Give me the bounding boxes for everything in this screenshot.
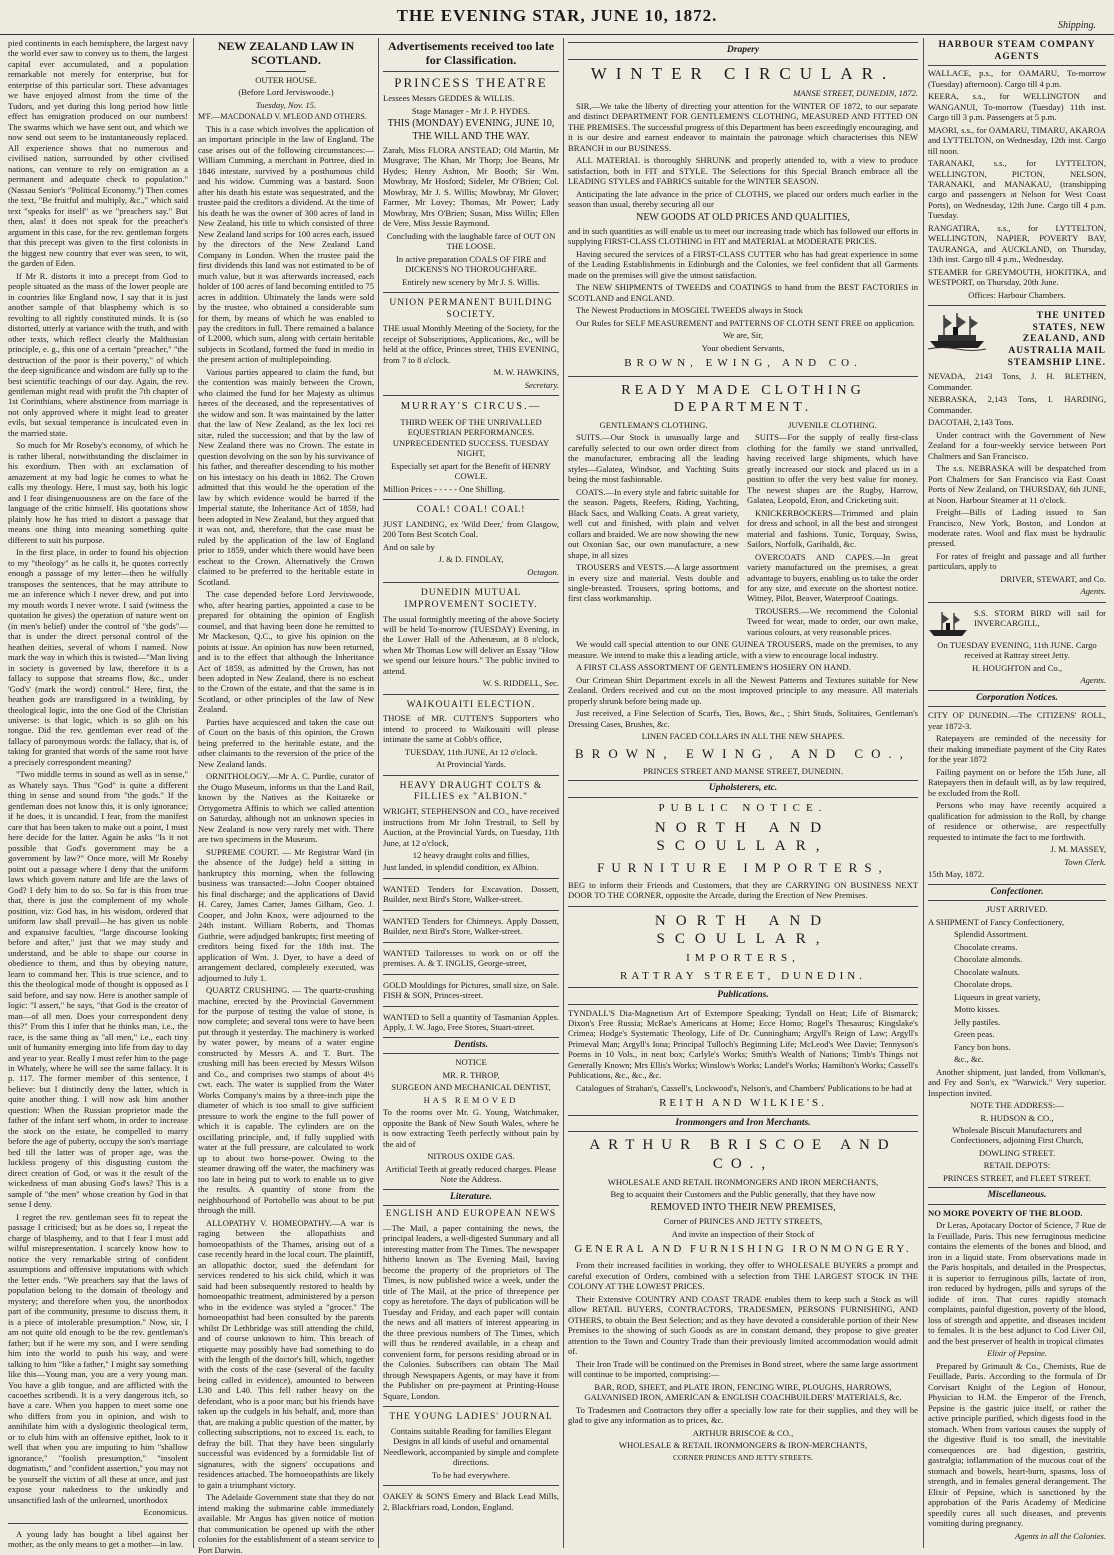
ad-body: To the rooms over Mr. G. Young, Watchmaker, opposite the Bank of New South Wales, where he is now extracting Teeth perfectly without pain by the aid of (383, 1107, 559, 1149)
ad-line: NOTE THE ADDRESS:— (970, 1100, 1064, 1111)
ad-body: Their Iron Trade will be continued on the Premises in Bond street, where the same large assortment will continue to be imported, comprising:— (568, 1358, 918, 1380)
ad-body: Having secured the services of a FIRST-CLASS CUTTER who has had great experience in some of the Leading Establishments in Edinburgh and the Colonies, we feel confident that all Garments made on the premises will give the utmost satisfaction. (568, 248, 918, 280)
gentlemans-clothing (568, 420, 739, 640)
ad-title: HEAVY DRAUGHT COLTS & FILLIES ex "ALBION." (399, 780, 543, 803)
ad-body: To be had everywhere. (431, 1469, 511, 1480)
ad-body: THE usual Monthly Meeting of the Society, for the receipt of Subscriptions, Applications, &c., will be held at the office, Princes street, THIS EVENING, from 7 to 8 o'clock. (383, 323, 559, 365)
list-item: Chocolate almonds. (954, 954, 1023, 965)
ad-union-building-society (383, 298, 559, 390)
column-rule (193, 38, 194, 1548)
category-confectioner: Confectioner. (928, 884, 1106, 902)
ad-line: NEW GOODS AT OLD PRICES AND QUALITIES, (636, 211, 850, 223)
article-date: Tuesday, Nov. 15. (255, 99, 317, 110)
ad-signature: R. HUDSON & CO., (980, 1112, 1054, 1123)
ad-title: THE YOUNG LADIES' JOURNAL (389, 1412, 553, 1423)
article-paragraph: In the first place, in order to found his objection to my "theology" as he calls it, he quotes correctly enough a passage of my letter—then he wilfully transposes the sentences, that he may attribute to me an inference which I never drew, and put into my mouth words I never wrote. I said (witness the quotation he gives) the operation of nature went on (in men's belief) under the control of "the gods"—that is under the direct personal control of the heathen deities, several of whom I named. Now mark the way in which this is twisted—"Man living in society is governed by law, therefore it is a fallacy to suppose that streams flow, &c., under 'God's' (mark the word) control." Here, first, the heathen gods are transfigured in a twinkling, by theological logic, into the one God of the Christian universe: is that logic, which is so glib on his tongue. Did the rev. gentleman ever read of the fallacy of paronymous words: the fallacy, that is, of taking for granted that words of the same root have a precisely correspondent meaning? (8, 547, 188, 767)
ad-signature: Town Clerk. (1064, 856, 1106, 867)
ad-body: For rates of freight and passage and all further particulars, apply to (928, 550, 1106, 572)
section-head: GENTLEMAN'S CLOTHING. (599, 419, 708, 430)
ad-title: S.S. STORM BIRD will sail for INVERCARGILL, (974, 607, 1106, 629)
ad-heavy-draught-colts (383, 781, 559, 873)
ad-title: THE UNITED STATES, NEW ZEALAND, AND AUSTRALIA MAIL STEAMSHIP LINE. (1007, 311, 1106, 368)
late-ads-header: Advertisements received too late for Classification. (383, 40, 559, 72)
divider (383, 942, 559, 943)
news-item-adelaide: The Adelaide Government state that they do not intend making the submarine cable immediately available. Mr Angus has given notice of motion that communication be opened up with the other colonies for the establishment of a steam service to Port Darwin. (198, 1492, 374, 1555)
ad-title: ARTHUR BRISCOE AND CO., (589, 1137, 897, 1172)
shipping-item: KEERA, s.s., for WELLINGTON and WANGANUI, To-morrow (Tuesday) 11th inst. Cargo till 3 p.m. Passengers at 5 p.m. (928, 91, 1106, 123)
article-paragraph: So much for Mr Roseby's economy, of which he is rather liberal, notwithstanding the disclaimer in his exordium. Then with an exclamation of amazement at my bad logic he comes to what he calls my theology. Here, I must say, both his logic and I fear disingenuousness are on the face of the language of the critic himself. His quotations show plainly how he has tried to distort a passage that means one thing into meaning something quite different to suit his purpose. (8, 440, 188, 545)
list-item: Jelly pastiles. (954, 1016, 1001, 1027)
ad-north-scoullar (568, 802, 918, 901)
news-item-supreme-court: SUPREME COURT. — Mr Registrar Ward (in the absence of the Judge) held a sitting in bankruptcy this morning, when the following business was transacted:—John Cooper obtained his final discharge; and the applications of David H. Carey, James Carter, James Gilham, Geo. J. Cooper, and John Knox, were adjourned to the 24th instant. William Roberts, and Thomas Guthrie, were adjudged bankrupts; first meeting of creditors being fixed for the 18th inst. The application of Wm. J. Dyer, to have a deed of arrangement declared, completely executed, was adjourned to July 1. (198, 846, 374, 983)
court-name: OUTER HOUSE. (255, 74, 317, 85)
ad-ready-made-clothing (568, 382, 918, 777)
ad-body: THOSE of MR. CUTTEN'S Supporters who intend to proceed to Waikouaiti will please intimate the same at Cobb's office, (383, 713, 559, 745)
ad-body: and in such quantities as will enable us to meet our increasing trade which has followed our efforts in supplying FIRST-CLASS CLOTHING in FIT and MATERIAL at MODERATE PRICES. (568, 225, 918, 247)
news-item-ornithology: ORNITHOLOGY.—Mr A. C. Purdie, curator of the Otago Museum, informs us that the Land Rail, known by the Natives as the Koitareke or Ortygometra Affinis to which we called attention on Saturday, although not an unknown species in New Zealand is now very rarely met with. There are two specimens in the Museum. (198, 771, 374, 845)
divider (383, 878, 559, 879)
category-ironmongers: Ironmongers and Iron Merchants. (568, 1115, 918, 1133)
ad-body: BEG to inform their Friends and Customers, that they are CARRYING ON BUSINESS NEXT DOOR TO THE CORNER, opposite the Arcade, during the Erection of New Premises. (568, 879, 918, 901)
ad-line: Zarah, Miss FLORA ANSTEAD; Old Martin, Mr Musgrave; The Khan, Mr Thorp; Joe Beans, Mr Hydes; Henry Ashton, Mr Booth; Sir Wm. Mowbray, Mr Hosford; Sideler, Mr O'Brien; Col. Mowbray, Mr J. S. Willis; Mowbray, Mr Glover; Farmer, Mr Lovey; Thomas, Mr Power; Lady Mowbray, Mrs O'Brien; Susan, Miss Willis; Ellen de Vere, Miss Jessie Raymond. (383, 144, 559, 229)
divider (568, 906, 918, 907)
ad-line: Entirely new scenery by Mr J. S. Willis. (402, 276, 540, 287)
ad-waikouaiti-election (383, 700, 559, 770)
ad-signature: ARTHUR BRISCOE & CO., (692, 1427, 794, 1438)
ad-title: NORTH AND SCOULLAR, (654, 912, 832, 947)
column-3-ads (383, 38, 559, 1548)
section-head: JUVENILE CLOTHING. (788, 419, 877, 430)
list-item: Splendid Assortment. (954, 929, 1029, 940)
ad-line: THIS (MONDAY) EVENING, JUNE 10, THE WILL AND THE WAY. (387, 118, 555, 142)
masthead-section-label: Shipping. (1057, 20, 1096, 31)
article-paragraph: Various parties appeared to claim the fund, but the contention was mainly between the Crown, who claimed the fund for her Majesty as ultimus hæres of the deceased, and the representatives of the widow and son. It was maintained by the latter that the law of New Zealand, as the lex loci rei sitæ, ruled the succession; and that by the law of New Zealand there was no Crown. The estate in question devolving on the son by his survivance of his father, and thereafter descending to his mother on his intestacy on his death in 1862. The Crown admitted that this would be the operation of the law by which evidence would be barred if the Imperial statute, the Inheritance Act of 1859, had been adopted in New Zealand, but they argued that it was not, and, therefore, that the case must be ruled by the application of the law of England prior to 1859, under which there would have been escheat to the Crown. Alternatively the Crown claimed to be preferred to the heritable estate in Scotland. (198, 366, 374, 587)
divider (383, 974, 559, 975)
ad-line: Elixir of Pepsine. (987, 1348, 1047, 1359)
divider (383, 395, 559, 396)
ad-signature: Secretary. (524, 379, 559, 390)
ad-body: Million Prices - - - - - One Shilling. (383, 483, 505, 494)
ad-title: JUST ARRIVED. (986, 904, 1048, 915)
list-item: Liqueurs in great variety, (954, 991, 1041, 1002)
ad-line: SURGEON AND MECHANICAL DENTIST, (391, 1082, 551, 1093)
ad-line: MR. R. THROP, (442, 1069, 500, 1080)
ad-line: And invite an inspection of their Stock of (671, 1228, 815, 1239)
article-signature: Economicus. (143, 1507, 188, 1518)
article-paragraph: "Two middle terms in sound as well as in sense," as Whately says. Thus "God" is quite a different thing in sense and sound from "the gods." If the gentleman does not know this, it is only ignorance; if he does, it is uncandid. I fear, from the manifest care that has been taken to make out a point, I must here decide for the latter. Again he asks "Is it not possible that God's government may be a government by law?" Once more, will Mr Roseby point out a passage where I deny that the uniform laws which govern nature and life are the laws of God? I defy him to do so. So far is this from true that, there is just the complement of my whole position, viz: God has, in his wisdom, ordered that uniform law shall prevail—he has given us noble and expansive faculties, "large discourse looking before and after," just that we may study and understand, and be able to shape our course in obedience to them, and thus by obeying nature, learn to command her. This is true science, and to this the theological mode of thought is opposed as I said before, and say now. Here is another sample of logic: "I assert," he says, "that God is the creator of man—of all men. Does your correspondent deny this?" From this I infer that he thinks man, i.e., the race, is the same thing as "all men," i.e., each tiny unit of humanity emerging into life from day to day and year to year. Really I must refer him to the page in Whately, where he will see the same fallacy. It is p. 117. The former member of this sentence, I believe: but I distinctly deny the latter, which is quite another thing. I will now ask him another question: When the Russian proprietor made the father of the infant serf whom, in order to increase the stock on the estate, he compelled to marry before the age of puberty, occupy the son's marriage bed till the latter was of proper age, was the luckless progeny of this disgusting custom the direct creation of God, or was it the result of the wickedness of man abusing God's laws? This is a sample of "the men" whose creation by God in that sense I deny. (8, 769, 188, 1210)
divider (928, 305, 1106, 306)
ad-line: PRINCES STREET AND MANSE STREET, DUNEDIN. (643, 765, 843, 776)
shipping-item: MAORI, s.s., for OAMARU, TIMARU, AKAROA and LYTTELTON, on Wednesday, 12th inst. Cargo till noon. (928, 124, 1106, 156)
ad-body: Ratepayers are reminded of the necessity for their making immediate payment of the City Rates for the year 1872 (928, 733, 1106, 765)
ad-signature: M. W. HAWKINS, (493, 367, 559, 378)
ad-line: In active preparation COALS OF FIRE and DICKENS'S NO THOROUGHFARE. (396, 253, 546, 275)
ad-murrays-circus (383, 401, 559, 494)
ad-city-of-dunedin (928, 710, 1106, 879)
ad-signature: J. & D. FINDLAY, (438, 554, 504, 565)
ad-body: Another shipment, just landed, from Volkman's, and Fry and Son's, ex "Warwick." Very superior. Inspection invited. (928, 1066, 1106, 1098)
ad-body: 12 heavy draught colts and fillies, (412, 849, 530, 860)
divider (383, 1485, 559, 1486)
ad-body: SUITS—For the supply of really first-class clothing for the family we stand unrivalled, having received large shipments, which have greatly increased our stock and placed us in a position to offer the very best value for money. The newest shapes are the Rugby, Harrow, Galatea, Leopold, Eton, and Cricketing suit. (747, 432, 918, 506)
ad-body: The Newest Productions in MOSGIEL TWEEDS always in Stock (576, 305, 803, 316)
ad-wanted-excavation: WANTED Tenders for Excavation. Dossett, Builder, next Bird's Store, Walker-street. (383, 883, 559, 905)
ad-line: PUBLIC NOTICE. (658, 801, 828, 814)
list-item: Green peas. (954, 1029, 995, 1040)
ad-body: TROUSERS and VESTS.—A large assortment in every size and material. Vests double and single-breasted. Trousers, spring bottoms, and first class workmanship. (568, 562, 739, 604)
ad-signature: REITH AND WILKIE'S. (659, 1097, 827, 1110)
ad-body: A FIRST CLASS ASSORTMENT OF GENTLEMEN'S HOSIERY ON HAND. (576, 662, 851, 673)
ad-publications (568, 1008, 918, 1111)
ad-body: The s.s. NEBRASKA will be despatched from Port Chalmers for San Francisco via East Coast Ports of New Zealand, on THURSDAY, 6th JUNE, at Noon. Harbour Steamer at 11 o'clock. (928, 463, 1106, 505)
divider (383, 1406, 559, 1407)
category-corporation: Corporation Notices. (928, 690, 1106, 708)
shipping-item: STEAMER for GREYMOUTH, HOKITIKA, and WESTPORT, on Thursday, 20th June. (928, 266, 1106, 288)
ad-signature: WHOLESALE & RETAIL IRONMONGERS & IRON-MERCHANTS, (618, 1440, 868, 1451)
ad-princess-theatre (383, 75, 559, 288)
ad-line: PRINCES STREET, and FLEET STREET. (942, 1172, 1091, 1183)
article-paragraph: I regret the rev. gentleman sees fit to repeat the passage I criticised; but as he does so, I repeat the charge of blasphemy, and to that I fear I must add wilful misrepresentation. I scarcely know how to notice the very remarkable string of confident assumptions and offensive imputations with which the letter ends. "We preachers say that the laws of population belong to the domain of theology and mystery; and therefore when you, the unorthodox part of the community, presume to discuss them, it is a piece of intolerable presumption." Now, sir, I am not quite old enough to be the rev. gentleman's father; but if he were my son, and I were sending him into the world to push his way, and were talking to him "like a father," I might say something like this—Young man, you are a very young man. You have a glib tongue, and are afflicted with the cacoethes scribendi. It is a very dangerous itch, so have a care. When you happen to meet some one who differs from you in opinion, and wish to annihilate him with a dyslogistic theological term, or to club him with an offensive epithet, look to it well that when you are imputing to him "shallow ignorance," "foolish presumption," "insolent dogmatism," and "confident assertion," you may not be yourself the victim of all these at once, and just expose your nakedness to the unkindly and unsanctified lash of the unlearned, unorthodox (8, 1211, 188, 1505)
ad-body: OVERCOATS AND CAPES.—In great variety manufactured on the premises, a great advantage to buyers, enabling us to take the order for any size, and execute on the shortest notice. Witney, Pilot, Beaver, Waterproof Coatings. (747, 551, 918, 604)
ad-line: DACOTAH, 2,143 Tons. (928, 417, 1014, 428)
ad-body: THIRD WEEK OF THE UNRIVALLED EQUESTRIAN PERFORMANCES. UNPRECEDENTED SUCCESS. TUESDAY NIGHT, (392, 416, 550, 459)
ad-signature: Agents. (1080, 675, 1106, 686)
ad-body: On TUESDAY EVENING, 11th JUNE. Cargo received at Rattray street Jetty. (937, 639, 1097, 661)
ad-line: NITROUS OXIDE GAS. (427, 1151, 515, 1162)
masthead-title: THE EVENING STAR, JUNE 10, 1872. (396, 6, 718, 25)
ad-signature: DRIVER, STEWART, and Co. (1000, 573, 1106, 584)
ad-line: RETAIL DEPOTS: (983, 1160, 1051, 1171)
ad-title: ENGLISH AND EUROPEAN NEWS (385, 1209, 557, 1220)
ad-title: UNION PERMANENT BUILDING SOCIETY. (389, 298, 553, 320)
ad-signature: Agents. (1080, 586, 1106, 597)
ad-us-mail-steamship (928, 311, 1106, 597)
ad-signature: Agents in all the Colonies. (1015, 1530, 1106, 1541)
column-4-ads (568, 38, 918, 1548)
ad-body: Our Crimean Shirt Department excels in all the Newest Patterns and Textures suitable for New Zealand. Orders received and cut on the most improved principle to any measure. All materials properly shrunk before being made up. (568, 674, 918, 706)
column-rule (378, 38, 379, 1548)
ad-line: HAS REMOVED (423, 1094, 519, 1105)
ad-signature: J. M. MASSEY, (1050, 844, 1106, 855)
ad-line: GENERAL AND FURNISHING IRONMONGERY. (574, 1243, 912, 1256)
shipping-item: TARANAKI, s.s., for LYTTELTON, WELLINGTON, PICTON, NELSON, TARANAKI, and MANAKAU, (transhipping cargo and passengers at Nelson for West Coast Ports), on Wednesday, 12th June. Cargo till 4 p.m. Tuesday. (928, 158, 1106, 221)
divider (383, 775, 559, 776)
ad-body: The NEW SHIPMENTS of TWEEDS and COATINGS to hand from the BEST FACTORIES in SCOTLAND and ENGLAND. (568, 282, 918, 303)
category-literature: Literature. (383, 1189, 559, 1207)
ad-dentist-thorp (383, 1057, 559, 1184)
ad-title: NO MORE POVERTY OF THE BLOOD. (928, 1207, 1083, 1218)
ad-signature: BROWN, EWING, AND CO. (624, 357, 862, 370)
ad-body: Their Extensive COUNTRY AND COAST TRADE enables them to keep such a Stock as will allow RETAIL BUYERS, CONTRACTORS, TRADESMEN, PERSONS FURNISHING, AND OTHERS, to obtain the Best Selection; and as they have devoted a considerable portion of their New Premises to the showing of such Goods as are in constant demand, they propose to give greater attention to the Town and Country Trade than their previously limited accommodation would admit of. (568, 1293, 918, 1357)
shipping-item: WALLACE, p.s., for OAMARU, To-morrow (Tuesday) afternoon). Cargo till 4 p.m. (928, 68, 1106, 89)
ad-arthur-briscoe (568, 1136, 918, 1462)
juvenile-clothing (747, 420, 918, 640)
category-upholsterers: Upholsterers, etc. (568, 780, 918, 798)
ad-line: Corner of PRINCES AND JETTY STREETS, (663, 1216, 823, 1227)
ad-body: Especially set apart for the Benefit of HENRY COWLE. (391, 460, 551, 482)
divider (383, 910, 559, 911)
category-dentists: Dentists. (383, 1037, 559, 1055)
ad-title: WINTER CIRCULAR. (590, 63, 896, 83)
news-item-quartz: QUARTZ CRUSHING. — The quartz-crushing machine, erected by the Provincial Government for the purpose of testing the value of stone, is now complete; and several tons were to have been put through it yesterday. The machinery is worked by water power, by means of a water engine constructed by Messrs A. and T. Burt. The crushing mill has been erected by Messrs Wilson and Co., and comprises two stamps of about 4½ cwt. each. The water is supplied from the Water Works Company's mains by a three-inch pipe the diameter of which is too small to give sufficient pressure to work the engine to the full power of which it is capable. The cylinders are on the oscillating principle, and, if fully supplied with water at the full pressure, are calculated to work up to about two horse-power. Owing to the steamer drawing off the water, the machinery was too late in being put to work to enable us to give the results. A quantity of stone from the neighbourhood of Portobello was about to be put through the mill. (198, 985, 374, 1216)
ad-body: Just landed, in splendid condition, ex Albion. (383, 862, 539, 873)
divider (383, 582, 559, 583)
ad-title: MURRAY'S CIRCUS.— (400, 401, 542, 413)
ad-body: SIR,—We take the liberty of directing your attention for the WINTER OF 1872, to our separate and distinct DEPARTMENT FOR GENTLEMEN'S CLOTHING, MEASURED AND FITTED ON THE PREMISES. The successful progress of this Department has been exceedingly encouraging, and it is our desire and earnest endeavor to maintain the patronage which characterises this NEW BRANCH in our BUSINESS. (568, 100, 918, 153)
list-item: Fancy bon bons. (954, 1041, 1011, 1052)
shipping-item: RANGATIRA, s.s., for LYTTELTON, WELLINGTON, NAPIER, POVERTY BAY, TAURANGA, and AUCKLAND, on Thursday, 13th inst. Cargo till 4 p.m., Wednesday. (928, 222, 1106, 265)
ad-winter-circular (568, 64, 918, 371)
ad-coal (383, 505, 559, 577)
ad-body: WRIGHT, STEPHENSON and CO., have received instructions from Mr John Trestrail, to Sell by Auction, at the Provincial Yards, on Tuesday, 11th June, at 12 o'clock, (383, 806, 559, 848)
ad-line: We are, Sir, (722, 330, 763, 341)
divider (383, 1006, 559, 1007)
ad-line: IMPORTERS, (686, 952, 800, 965)
ad-line: NEVADA, 2143 Tons, J. H. BLETHEN, Commander. (928, 371, 1106, 392)
ad-young-ladies-journal (383, 1412, 559, 1480)
article-paragraph: This is a case which involves the application of an important principle in the law of England. The case arises out of the following circumstances:—William Cumming, a merchant in Portree, died in 1846 intestate, survived by a posthumous child and his widow. Cumming was a bastard. Soon after his death his estate was sequestrated, and the trustee paid the creditors a dividend. At the time of his death he was the owner of 300 acres of land in New Zealand, his title to which consisted of three New Zealand land scrips for 100 acres each, issued by the directors of the New Zealand Land Company in London. When the trustee paid the first dividends this land was not estimated to be of much value, but it was afterwards increased, each holder of 100 acres of land becoming entitled to 75 acres in addition. Ultimately the lands were sold by the trustee, who obtained a considerable sum for them, by means of which he was enabled to pay the creditors in full. There remained a balance of L2000, which sum, along with certain heritable subjects in Scotland, formed the fund in medio in the present action of multiplepoinding. (198, 123, 374, 365)
ad-line: Beg to acquaint their Customers and the Public generally, that they have now (610, 1189, 876, 1200)
divider (383, 499, 559, 500)
divider (928, 602, 1106, 603)
article-paragraph: The case depended before Lord Jerviswoode, who, after hearing parties, appointed a case to be prepared for obtaining the opinion of English counsel, and that having been done he remitted to Mr Mackeson, Q.C., to give his opinion on the points at issue. An opinion has now been returned, and is to the effect that although the Inheritance Act of 1859, as admitted by the Crown, has not been adopted in New Zealand, there is no escheat to the Crown of the estate, and that the same is in Scotland, or other principles of the law of New Zealand. (198, 589, 374, 715)
ad-body: At Provincial Yards. (436, 759, 506, 770)
ad-line: DOWLING STREET. (978, 1147, 1056, 1158)
article-paragraph: A young lady has bought a libel against her mother, as the only means to get a mother—in law. (8, 1528, 188, 1550)
ad-body: SUITS.—Our Stock is unusually large and carefully selected to our own order direct from the manufacturer, embracing all the leading styles—Galatea, Windsor, and Yachting Suits being the most fashionable. (568, 432, 739, 485)
ad-title: PRINCESS THEATRE (394, 74, 548, 90)
ad-signature: CORNER PRINCES AND JETTY STREETS. (673, 1452, 813, 1462)
ad-line: LINEN FACED COLLARS IN ALL THE NEW SHAPES. (641, 731, 845, 742)
ad-title: WAIKOUAITI ELECTION. (406, 699, 536, 710)
news-item-allopathy: ALLOPATHY V. HOMEOPATHY.—A war is raging between the allopathists and homoeopathists of the Thames, arising out of a case recently heard in the local court. The plaintiff, an allopathic doctor, sued the defendant for services rendered to his sick child, which it was said had been subsequently restored to health by homoeopathic treatment, administered by a person who in the evidence was styled a "grocer." The homoeopathist had been consulted by the parents whilst Dr Lethbridge was still attending the child, and of course unknown to him. This breach of etiquette may possibly have had something to do with the length of the doctor's bill, which, together with the costs of the case (several of the faculty being called in evidence), amounted to between L30 and L40. This fell rather heavy on the defendant, who is a poor man; but his friends have taken up the cudgels in his behalf, and, more than that, are making a public question of the matter, by collecting subscriptions, not to exceed 1s. each, to defray the bill. That they have been singularly successful was evidenced by a formidable list of signatures, with the signers' occupations and residences attached. The homoeopathists are likely to gain a triumphant victory. (198, 1217, 374, 1490)
ad-body: —The Mail, a paper containing the news, the principal leaders, a well-digested Summary and all interesting matter from The Times. The newspaper hitherto known as The Evening Mail, having become the property of the proprietors of The Times, is now published twice a week, under the title of The Mail, at the price of threepence per copy as heretofore. The days of publication will be Tuesday and Friday, and each paper will contain the news and all matters of interest appearing in the three previous numbers of The Times, which will thus be rendered available, in a cheap and convenient form, for persons residing abroad or in the Colonies. Subscribers can obtain The Mail through Newspapers Agents, or may have it from the Publisher on pre-payment at Printing-House Square, London. (383, 1222, 559, 1401)
ad-title: HARBOUR STEAM COMPANY AGENTS (928, 40, 1106, 66)
ad-title: COAL! COAL! COAL! (416, 505, 526, 516)
ad-body: Our Rules for SELF MEASUREMENT and PATTERNS OF CLOTH SENT FREE on application. (576, 317, 916, 328)
divider (8, 1523, 188, 1524)
ad-storm-bird (928, 608, 1106, 686)
ad-date: 15th May, 1872. (928, 869, 985, 880)
divider (383, 694, 559, 695)
list-item: Chocolate drops. (954, 979, 1013, 990)
clothing-columns (568, 420, 918, 640)
ad-poverty-blood (928, 1208, 1106, 1541)
ad-body: Dr Leras, Apotacary Doctor of Science, 7 Rue de la Feuillade, Paris. This new ferruginous medicine contains the elements of the bones and blood, and iron in a liquid state. From observations made in the Paris hospitals, and detailed in the Prospectus, it is superior to ferruginous pills, lactate of iron, iron reduced by hydrogen, pills and syrups of the iodide of iron. That cures rapidly stomach complaints, painful digestion, poverty of the blood, loss of strength and appetite, and diseases incident to females. It is the best adjunct to Cod Liver Oil, and the best preserver of health in tropical climates (928, 1220, 1106, 1346)
ad-body: KNICKERBOCKERS—Trimmed and plain for dress and school, in all the best and strongest material and fashions. Tunic, Torquay, Swiss, Sailors, Norfolk, Garibaldi, &c. (747, 507, 918, 550)
article-paragraph: Parties have acquiesced and taken the case out of Court on the basis of this opinion, the Crown being preferred to the heritable estate, and the other claimants to the reversion of the price of the New Zealand lands. (198, 716, 374, 769)
ad-line: Concluding with the laughable farce of OUT ON THE LOOSE. (386, 230, 556, 252)
ad-title: NORTH AND SCOULLAR, (654, 820, 832, 855)
ad-line: WHOLESALE AND RETAIL IRONMONGERS AND IRON MERCHANTS, (607, 1176, 879, 1187)
ad-body: Failing payment on or before the 15th June, all Ratepayers then in default will, as by law required, be excluded from the Roll. (928, 766, 1106, 798)
ad-line: Your obedient Servants, (701, 342, 785, 353)
ad-body: TROUSERS.—We recommend the Colonial Tweed for wear, made to order, our own make, various colours, at very reasonable prices. (747, 605, 918, 637)
ad-line: Offices: Harbour Chambers. (968, 289, 1066, 300)
ad-title: DUNEDIN MUTUAL IMPROVEMENT SOCIETY. (404, 588, 538, 610)
category-drapery: Drapery (568, 42, 918, 60)
ad-body: Freight—Bills of Lading issued to San Francisco, New York, Boston, and London at moderate rates. Wool and flax must be hydraulic pressed. (928, 507, 1106, 549)
ad-signature: BROWN, EWING, AND CO., (575, 745, 911, 761)
ad-line: BAR, ROD, SHEET, and PLATE IRON, FENCING WIRE, PLOUGHS, HARROWS, GALVANISED IRON, AMERICAN & ENGLISH COACHBUILDERS' MATERIALS, &c. (584, 1381, 902, 1403)
ad-signature: Octagon. (527, 566, 559, 577)
category-publications: Publications. (568, 987, 918, 1005)
ad-body: Wholesale Biscuit Manufacturers and Confectioners, adjoining First Church, (950, 1124, 1084, 1146)
divider (383, 292, 559, 293)
ad-body: And on sale by (383, 541, 435, 552)
ad-oakey: OAKEY & SON'S Emery and Black Lead Mills, 2, Blackfriars road, London, England. (383, 1491, 559, 1512)
divider (266, 71, 306, 72)
ad-line: NEBRASKA, 2,143 Tons, I. HARDING, Commander. (928, 394, 1106, 415)
ad-body: TUESDAY, 11th JUNE, At 12 o'clock. (404, 746, 538, 757)
article-paragraph: If Mr R. distorts it into a precept from God to people situated as the mass of the lower people are in countries like England now, I say that it is just another sample of that blasphemy which is so revolting to all rightly constituted minds. It is (so distorted, utterly at variance with the truth, and with other texts, which reflect clearly the Malthusian principle, e. g., this one of a certain "preacher," "the destruction of the poor is their poverty," of which the deep significance and wisdom are fully up to the best scientific teachings of our day. Again, the rev. gentleman might read with profit the 7th chapter of 1st Corinthians, where abstinence from marriage is not only approved where it might lead to greater evils, but sexual temperance is inculcated even in the married state. (8, 270, 188, 438)
ad-line: MANSE STREET, DUNEDIN, 1872. (793, 88, 918, 99)
ad-body: From their increased facilities in working, they offer to WHOLESALE BUYERS a prompt and careful execution of Orders, combined with a selection from THE LARGEST STOCK IN THE COLONY AT THE LOWEST PRICES. (568, 1260, 918, 1292)
ad-gold-mouldings: GOLD Mouldings for Pictures, small size, on Sale. FISH & SON, Princes-street. (383, 979, 559, 1001)
ad-signature: H. HOUGHTON and Co., (971, 662, 1063, 673)
ad-line: Stage Manager - Mr J. P. HYDES. (411, 105, 531, 116)
ad-body: Contains suitable Reading for families Elegant Designs in all kinds of useful and ornamental Needlework, accompanied by simple and complete directions. (383, 1425, 559, 1468)
ad-wanted-chimneys: WANTED Tenders for Chimneys. Apply Dossett, Builder, next Bird's Store, Walker-street. (383, 915, 559, 937)
list-item: &c., &c. (954, 1054, 984, 1065)
column-2-news (198, 38, 374, 1555)
ad-line: Artificial Teeth at greatly reduced charges. Please Note the Address. (385, 1163, 557, 1185)
article-paragraph: pied continents in each hemisphere, the largest navy the world ever saw to convey us to them, the largest capital ever accumulated, and a population remarkable not merely for enterprise, but for enterprise of this particular sort. These advantages we have enjoyed almost from the time of the Tudors, and yet during this long period how little effect has emigration produced on our numbers! The swarms which we have sent out, and which we now send out seem to be instantaneously replaced. All experience shows that no numerous and civilised nation, surrounded by other civilised nations, can venture to rely on emigration as a permanent and adequate check to population." (Nassau Senior's "Political Economy.") Then comes the text, "Be fruitful and multiply, &c.," which said text "speaks for itself" as we "preachers say." But then, alas! it does not speak for the preacher's argument in this case, for the rev. gentleman forgets that this precept was given to the first colonists in the biggest new country that ever was seen, to wit, the garden of Eden. (8, 38, 188, 269)
ad-body: Under contract with the Government of New Zealand for a four-weekly service between Port Chalmers and San Francisco. (928, 429, 1106, 461)
ad-mutual-improvement (383, 588, 559, 689)
article-title: NEW ZEALAND LAW IN SCOTLAND. (217, 39, 355, 67)
ad-body: Prepared by Grimault & Co., Chemists, Rue de Feuillade, Paris. According to the formula of Dr Corvisart Knight of the Legion of Honour, Physician to H.M. the Emperor of the French, Pepsine is the gastric juice itself, or rather the active principle purified, which digests food in the stomach. When from various causes the supply of the digestive fluid is too small, the inevitable consequences are bad digestion, gastritis, gastralgia; inflammation of the mucous coat of the stomach and bowels, heart-burn, spasms, loss of strength, and in females general derangement. The Elixir of Pepsine, which is sanctioned by the approbation of the Paris Academy of Medicine speedily cures all such diseases, and prevents vomiting during pregnancy. (928, 1360, 1106, 1529)
ad-line: NOTICE (455, 1057, 487, 1068)
confectionery-list (928, 929, 1106, 1064)
ad-line: RATTRAY STREET, DUNEDIN. (620, 969, 866, 982)
ad-wanted-tailoresses: WANTED Tailoresses to work on or off the premises. A. & T. INGLIS, George-street, (383, 947, 559, 969)
ad-line: Lessees Messrs GEDDES & WILLIS. (383, 93, 515, 104)
judge-name: (Before Lord Jerviswoode.) (238, 87, 334, 98)
ad-body: Just received, a Fine Selection of Scarfs, Ties, Bows, &c., ; Shirt Studs, Solitaires, Gentleman's Dressing Cases, Brushes, &c. (568, 708, 918, 729)
ad-body: Catalogues of Strahan's, Cassell's, Lockwood's, Nelson's, and Chambers' Publications to be had at (576, 1082, 913, 1093)
divider (568, 376, 918, 377)
column-rule (923, 38, 924, 1548)
category-miscellaneous: Miscellaneous. (928, 1187, 1106, 1205)
masthead (0, 0, 1114, 35)
ad-line: REMOVED INTO THEIR NEW PREMISES, (650, 1201, 836, 1213)
ad-title: CITY OF DUNEDIN.—The CITIZENS' ROLL, year 1872-3. (928, 710, 1106, 731)
list-item: Chocolate creams. (954, 941, 1018, 952)
case-name: M'F.—MACDONALD V. M'LEOD AND OTHERS. (198, 112, 367, 122)
ad-body: The usual fortnightly meeting of the above Society will be held To-morrow (TUESDAY) Evening, in the Lower Hall of the Athenæum, at 8 o'clock, when Mr Thomas Low will deliver an Essay "How we spend our leisure hours." The public invited to attend. (383, 613, 559, 676)
ad-line: FURNITURE IMPORTERS, (597, 859, 889, 875)
list-item: Motto kisses. (954, 1004, 1000, 1015)
ad-body: Persons who may have recently acquired a qualification for admission to the Roll, by change of residence or otherwise, are respectfully requested to intimate the fact to me forthwith. (928, 800, 1106, 842)
ad-body: Anticipating the late advance in the price of CLOTHS, we placed our orders much earlier in the season than usual, thereby securing all our (568, 188, 918, 210)
ad-body: JUST LANDING, ex 'Wild Deer,' from Glasgow, 200 Tons Best Scotch Coal. (383, 518, 559, 540)
ad-english-news (383, 1209, 559, 1401)
ad-confectionery (928, 904, 1106, 1183)
ad-line: A SHIPMENT of Fancy Confectionery, (928, 916, 1065, 927)
ad-signature: W. S. RIDDELL, Sec. (482, 678, 559, 689)
column-5-shipping (928, 38, 1106, 1548)
column-rule (563, 38, 564, 1548)
list-item: Chocolate walnuts. (954, 966, 1020, 977)
ad-body: COATS.—In every style and fabric suitable for the season. Pagets, Reefers, Riding, Yachting, Black Sacs, and Walking Coats. A great variety, well cut and finished, with plain and velvet collars and braided. We are now showing the new out Oxonian Sac, our own manufacture, a new shape, in all sizes (568, 486, 739, 560)
steamship-icon (928, 313, 986, 351)
ad-wanted-apples: WANTED to Sell a quantity of Tasmanian Apples. Apply, J. W. Jago, Free Stores, Stuart-street. (383, 1011, 559, 1033)
ad-title: READY MADE CLOTHING DEPARTMENT. (621, 382, 865, 415)
ad-body: We would call special attention to our ONE GUINEA TROUSERS, made on the premises, to any measure. We intend to make this a leading article, with a view to encourage local industry. (568, 639, 918, 660)
steamship-icon (928, 610, 968, 638)
ad-body: ALL MATERIAL is thoroughly SHRUNK and properly attended to, with a view to produce satisfaction, both in FIT and STYLE. The Selections for this Special Branch embrace all the LEADING STYLES and FABRICS suitable for the WINTER SEASON. (568, 155, 918, 187)
column-1-article (8, 38, 188, 1548)
ad-body: To Tradesmen and Contractors they offer a specially low rate for their supplies, and they will be glad to give any information as to prices, &c. (568, 1404, 918, 1426)
ad-body: TYNDALL'S Dia-Magnetism Art of Extempore Speaking; Tyndall on Heat; Life of Bismarck; Dixon's Free Russia; McRae's Americans at Home; Ecce Homo; Rogel's Thesaurus; Kingslake's Crimea; Hodge's Systematic Theology, Life of Dr. Cunningham; Argyll's Reign of Law; Argyll's Primeval Man; Argyll's Iona; Principal Tulloch's Beginning Life; McLeod's Wee Davie; Tennyson's Poems in 10 Vols., in neat box; Carlyle's Works; Smith's Wealth of Nations; Timb's Things not Generally Known; Mrs Ellis's Works; Winslow's Works; Landel's Works; Hamilton's Works; Cassell's Publications, &c., &c., &c. (568, 1007, 918, 1081)
ad-north-scoullar-importers (568, 912, 918, 983)
